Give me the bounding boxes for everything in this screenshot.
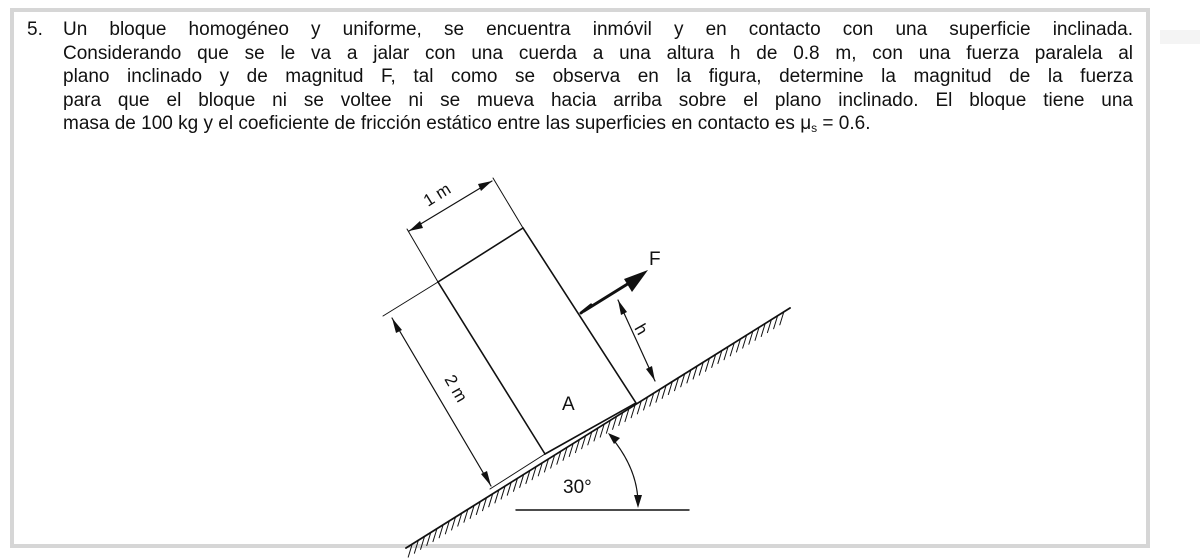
height-label: 2 m	[440, 371, 472, 406]
problem-line-1: Un bloque homogéneo y uniforme, se encuentra inmóvil y en contacto con una superficie inclinada.	[63, 19, 1133, 40]
problem-line-3: plano inclinado y de magnitud F, tal como se observa en la figura, determine la magnitud de la fuerza	[63, 66, 1133, 87]
extension-left-top	[407, 229, 438, 282]
extension-left-upper	[383, 282, 438, 316]
problem-number: 5.	[27, 19, 43, 40]
dim-2m-arrow-bottom	[481, 471, 491, 486]
extension-left-bottom	[490, 454, 545, 489]
dim-1m-arrow-left	[409, 221, 423, 231]
problem-line-2: Considerando que se le va a jalar con una cuerda a una altura h de 0.8 m, con una fuerza paralela al	[63, 42, 1133, 64]
angle-arrow-bottom	[634, 495, 642, 508]
width-label: 1 m	[420, 179, 455, 211]
angle-label: 30°	[563, 477, 592, 498]
angle-arc	[612, 438, 638, 504]
h-label: h	[630, 320, 652, 339]
mu-symbol: μ	[800, 113, 812, 134]
dim-1m-line	[409, 181, 492, 231]
dim-h-arrow-bottom	[646, 366, 655, 381]
problem-line-4: para que el bloque ni se voltee ni se mueva hacia arriba sobre el plano inclinado. El bloque tiene una	[63, 89, 1133, 111]
force-label: F	[649, 249, 661, 270]
problem-line-5-text: masa de 100 kg y el coeficiente de fricción estático entre las superficies en contacto es	[63, 113, 801, 134]
angle-arrow-top	[608, 433, 620, 444]
extension-right-top	[493, 178, 523, 228]
force-arrowhead	[624, 270, 648, 292]
mu-subscript: s	[811, 121, 818, 135]
dim-1m-arrow-right	[478, 181, 492, 191]
dim-h-arrow-top	[618, 300, 627, 315]
block	[438, 228, 636, 454]
problem-line-5-end: = 0.6.	[817, 113, 871, 134]
corner-label-a: A	[562, 394, 575, 415]
dim-2m-arrow-top	[392, 318, 402, 333]
